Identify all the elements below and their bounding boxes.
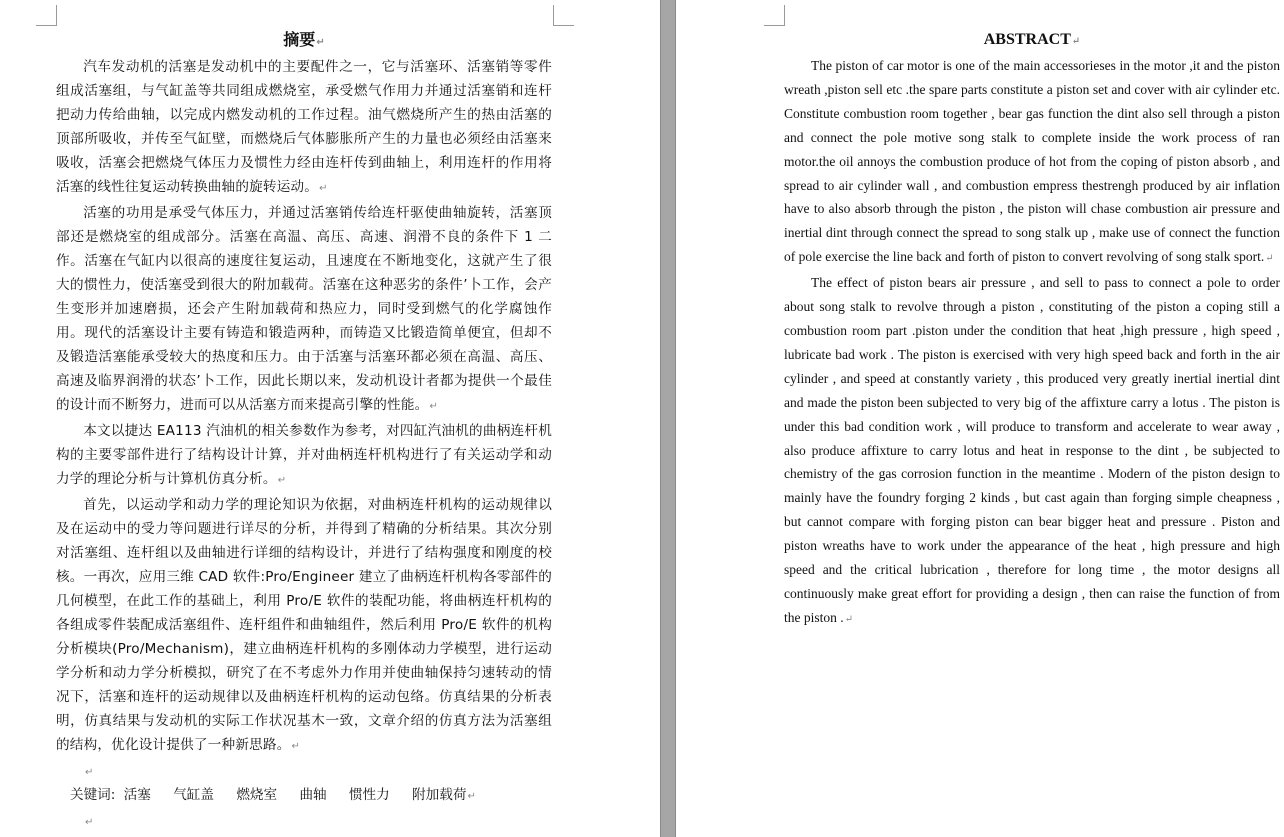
page-gutter [660, 0, 676, 837]
paragraph: The piston of car motor is one of the main accessorieses in the motor ,it and the piston wreath ,piston sell etc .the spare parts constitute a piston set and cover with air cylinder etc. Constitute combustion room together , bear gas function the dint also sell through a piston and connect the pole motive song stalk to complete inside the work process of ran motor.the oil annoys the combustion produce of hot from the coping of piston absorb , and spread to air cylinder wall , and combustion empress thestrengh produced by air inflation have to also absorb through the piston , the piston will chase combustion air pressure and inertial dint through connect the spread to song stalk up , make use of connect the function of pole exercise the line back and forth of piston to convert revolving of song stalk sport.↵ [784, 58, 1280, 265]
keywords-label: 关键词: [70, 787, 116, 803]
keyword: 气缸盖 [173, 787, 214, 803]
keyword: 惯性力 [348, 787, 390, 803]
paragraph: 首先，以运动学和动力学的理论知识为依据，对曲柄连杆机构的运动规律以及在运动中的受力等问题进行详尽的分析，并得到了精确的分析结果。其次分别对活塞组、连杆组以及曲轴进行详细的结构设计，并进行了结构强度和刚度的校核。一再次，应用三维 CAD 软件:Pro/Engineer 建立了曲柄连杆机构各零部件的几何模型，在此工作的基础上，利用 Pro/E 软件的装配功能，将曲柄连杆机构的各组成零件装配成活塞组件、连杆组件和曲轴组件，然后利用 Pro/E 软件的机构分析模块(Pro/Mechanism)，建立曲柄连杆机构的多刚体动力学模型，进行运动学分析和动力学分析模拟，研究了在不考虑外力作用并使曲轴保持匀速转动的情况下，活塞和连杆的运动规律以及曲柄连杆机构的运动包络。仿真结果的分析表明，仿真结果与发动机的实际工作状况基木一致，文章介绍的仿真方法为活塞组的结构，优化设计提供了一种新思路。↵ [56, 497, 552, 753]
keyword: 燃烧室 [236, 787, 278, 803]
paragraph: 本文以捷达 EA113 汽油机的相关参数作为参考，对四缸汽油机的曲柄连杆机构的主要零部件进行了结构设计计算，并对曲柄连杆机构进行了有关运动学和动力学的理论分析与计算机仿真分析。↵ [56, 423, 552, 487]
keyword: 附加载荷 [412, 787, 467, 803]
blank-line: ↵ [85, 767, 94, 778]
paragraph: The effect of piston bears air pressure , and sell to pass to connect a pole to order about song stalk to revolve through a piston , constituting of the piston a coping still a combustion room part .piston under the condition that heat ,high pressure , high speed , lubricate bad work . The piston is exercised with very high speed back and forth in the air cylinder , and speed at constantly variety , this produced very greatly inertial inertial dint and made the piston been subjected to very big of the affixture carry a lotus . The piston is under this bad condition work , will produce to transform and accelerate to wear away , also produce affixture to carry lotus and heat in response to the dint , be subjected to chemistry of the gas corrosion function in the meantime . Modern of the piston design to mainly have the foundry forging 2 kinds , but cast again than forging simple cheapness , but cannot compare with forging piston can bear bigger heat and pressure . Piston and piston wreaths have to work under the appearance of the heat , high pressure and high speed and the critical lubrication , therefore for long time , the motor designs all continuously make great effort for providing a design , then can raise the function of from the piston .↵ [784, 275, 1280, 625]
keyword: 活塞 [123, 787, 151, 803]
keywords-line: 关键词: 活塞 气缸盖 燃烧室 曲轴 惯性力 附加载荷↵ [70, 787, 476, 803]
margin-corner-mark [36, 5, 57, 26]
page-title: 摘要↵ [283, 30, 325, 49]
margin-corner-mark [553, 5, 574, 26]
keyword: 曲轴 [299, 787, 327, 803]
page-right [676, 0, 1284, 837]
paragraph: 汽车发动机的活塞是发动机中的主要配件之一，它与活塞环、活塞销等零件组成活塞组，与气缸盖等共同组成燃烧室，承受燃气作用力并通过活塞销和连杆把动力传给曲轴，以完成内燃发动机的工作过程。油气燃烧所产生的热由活塞的顶部所吸收，并传至气缸壁，而燃烧后气体膨胀所产生的力量也必须经由活塞来吸收，活塞会把燃烧气体压力及惯性力经由连杆传到曲轴上，利用连杆的作用将活塞的线性往复运动转换曲轴的旋转运动。↵ [56, 59, 552, 195]
margin-corner-mark [764, 5, 785, 26]
page-title: ABSTRACT↵ [983, 31, 1081, 48]
chinese-abstract[interactable] [56, 28, 552, 833]
english-abstract[interactable] [784, 28, 1280, 632]
paragraph: 活塞的功用是承受气体压力，并通过活塞销传给连杆驱使曲轴旋转，活塞顶部还是燃烧室的组成部分。活塞在高温、高压、高速、润滑不良的条件下 1 二作。活塞在气缸内以很高的速度往复运动，且速度在不断地变化，这就产生了很大的惯性力，使活塞受到很大的附加载荷。活塞在这种恶劣的条件’卜工作，会产生变形并加速磨损，还会产生附加载荷和热应力，同时受到燃气的化学腐蚀作用。现代的活塞设计主要有铸造和锻造两种，而铸造又比锻造简单便宜，但却不及锻造活塞能承受较大的热度和压力。由于活塞与活塞环都必须在高温、高压、高速及临界润滑的状态’卜工作，因此长期以来，发动机设计者都为提供一个最佳的设计而不断努力，进而可以从活塞方而来提高引擎的性能。↵ [56, 205, 552, 413]
blank-line: ↵ [85, 817, 94, 828]
